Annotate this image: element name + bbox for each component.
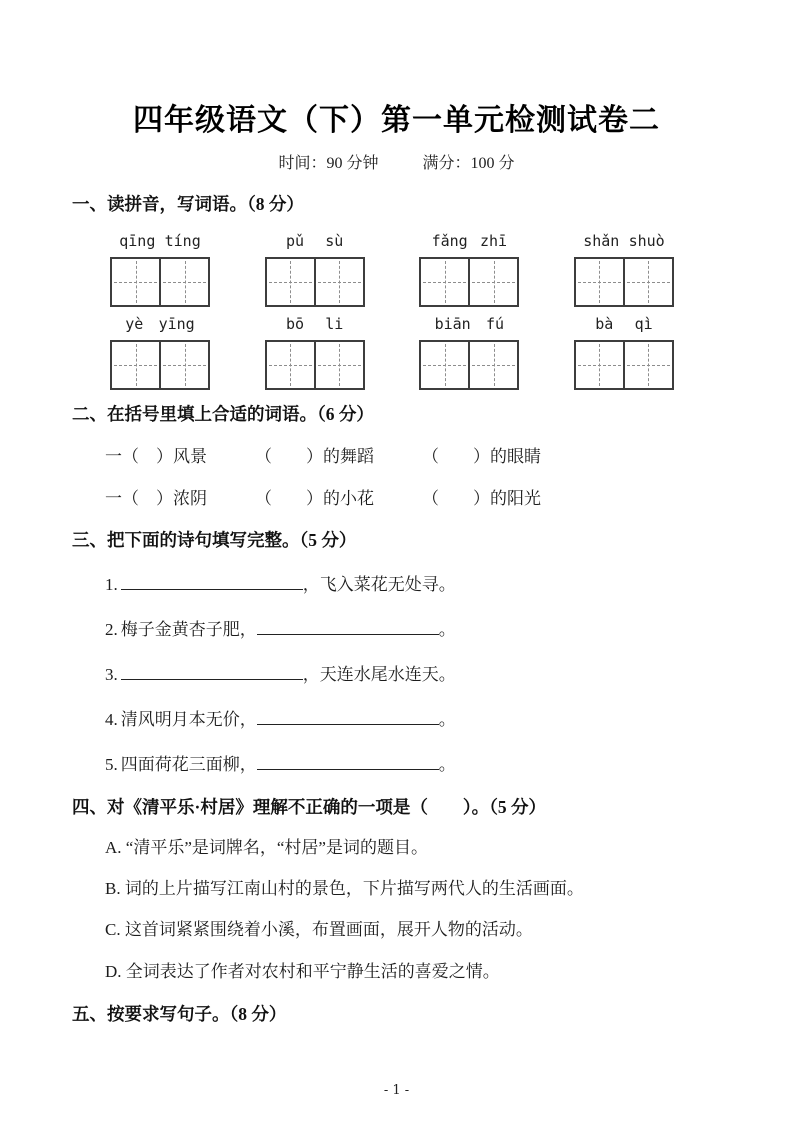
pinyin-syllable: qīng	[119, 232, 156, 250]
answer-blank	[121, 572, 303, 590]
poem-line-3	[72, 662, 723, 687]
poem-number: 1.	[105, 575, 118, 594]
section5-heading: 五、按要求写句子。（8 分）	[72, 1004, 287, 1024]
section2-heading: 二、在括号里填上合适的词语。（6 分）	[72, 404, 374, 424]
exam-body	[0, 192, 793, 1026]
poem-text: ，飞入菜花无处寻。	[302, 575, 456, 594]
answer-blank	[257, 617, 439, 635]
writing-grid	[110, 340, 210, 390]
pinyin-syllable: li	[325, 315, 344, 333]
grid-cell	[267, 259, 314, 305]
grid-cell	[576, 342, 623, 388]
pinyin-label	[265, 315, 365, 334]
poem-number: 5.	[105, 755, 118, 774]
pinyin-word-6	[265, 315, 365, 390]
pinyin-label	[574, 232, 674, 251]
pinyin-word-2	[265, 232, 365, 307]
bracket-fill-item: （ ）的小花	[255, 489, 374, 508]
poem-text: 。	[438, 710, 456, 729]
pinyin-grid-row-2	[110, 315, 674, 390]
answer-blank	[257, 707, 439, 725]
pinyin-syllable: yīng	[158, 315, 195, 333]
pinyin-word-5	[110, 315, 210, 390]
poem-line-5	[72, 752, 723, 777]
grid-cell	[314, 259, 363, 305]
grid-cell	[623, 342, 672, 388]
grid-cell	[623, 259, 672, 305]
exam-score-label: 满分：100 分	[422, 155, 515, 172]
grid-cell	[576, 259, 623, 305]
grid-cell	[112, 259, 159, 305]
grid-cell	[421, 342, 468, 388]
writing-grid	[574, 340, 674, 390]
pinyin-label	[419, 315, 519, 334]
pinyin-word-3	[419, 232, 519, 307]
pinyin-syllable: bà	[595, 315, 614, 333]
bracket-fill-item: （ ）的阳光	[422, 489, 541, 508]
pinyin-syllable: fú	[485, 315, 505, 333]
pinyin-syllable: fǎng	[431, 232, 468, 250]
page-number: - 1 -	[383, 1083, 410, 1098]
grid-cell	[267, 342, 314, 388]
pinyin-syllable: shǎn	[583, 232, 620, 250]
pinyin-syllable: bō	[285, 315, 304, 333]
option-b: B. 词的上片描写江南山村的景色，下片描写两代人的生活画面。	[105, 879, 584, 898]
grid-cell	[468, 342, 517, 388]
grid-cell	[159, 259, 208, 305]
answer-blank	[121, 662, 303, 680]
bracket-fill-item: （ ）的舞蹈	[255, 447, 374, 466]
pinyin-word-8	[574, 315, 674, 390]
pinyin-label	[419, 232, 519, 251]
pinyin-grid-row-1	[110, 232, 674, 307]
exam-meta	[0, 153, 793, 175]
option-d: D. 全词表达了作者对农村和平宁静生活的喜爱之情。	[105, 962, 500, 981]
bracket-fill-row-2	[72, 488, 723, 510]
writing-grid	[265, 340, 365, 390]
pinyin-syllable: yè	[125, 315, 144, 333]
poem-text: ，天连水尾水连天。	[302, 665, 456, 684]
pinyin-syllable: tíng	[164, 232, 201, 250]
pinyin-word-7	[419, 315, 519, 390]
answer-blank	[257, 752, 439, 770]
section1-heading: 一、读拼音，写词语。（8 分）	[72, 194, 304, 214]
poem-text: 。	[438, 755, 456, 774]
exam-time-label: 时间：90 分钟	[278, 155, 379, 172]
poem-text: 清风明月本无价，	[120, 710, 257, 729]
pinyin-syllable: shuò	[628, 232, 665, 250]
pinyin-label	[574, 315, 674, 334]
page-title: 四年级语文（下）第一单元检测试卷二	[133, 104, 660, 137]
pinyin-syllable: biān	[434, 315, 471, 333]
bracket-fill-item: 一（ ）浓阴	[105, 489, 207, 508]
pinyin-syllable: qì	[634, 315, 653, 333]
poem-text: 四面荷花三面柳，	[120, 755, 257, 774]
writing-grid	[110, 257, 210, 307]
pinyin-syllable: pǔ	[285, 232, 304, 250]
poem-number: 2.	[105, 620, 118, 639]
writing-grid	[419, 257, 519, 307]
poem-line-4	[72, 707, 723, 732]
pinyin-word-4	[574, 232, 674, 307]
pinyin-syllable: zhī	[479, 232, 508, 250]
grid-cell	[468, 259, 517, 305]
grid-cell	[112, 342, 159, 388]
poem-number: 3.	[105, 665, 118, 684]
section4-heading: 四、对《清平乐·村居》理解不正确的一项是（ ）。（5 分）	[72, 797, 546, 817]
poem-text: 。	[438, 620, 456, 639]
pinyin-word-1	[110, 232, 210, 307]
bracket-fill-item: 一（ ）风景	[105, 447, 207, 466]
writing-grid	[265, 257, 365, 307]
pinyin-label	[265, 232, 365, 251]
poem-line-1	[72, 572, 723, 597]
pinyin-label	[110, 315, 210, 334]
grid-cell	[314, 342, 363, 388]
grid-cell	[421, 259, 468, 305]
poem-line-2	[72, 617, 723, 642]
poem-number: 4.	[105, 710, 118, 729]
option-a: A. “清平乐”是词牌名，“村居”是词的题目。	[105, 838, 428, 857]
grid-cell	[159, 342, 208, 388]
bracket-fill-item: （ ）的眼睛	[422, 447, 541, 466]
poem-text: 梅子金黄杏子肥，	[120, 620, 257, 639]
pinyin-syllable: sù	[325, 232, 344, 250]
pinyin-label	[110, 232, 210, 251]
writing-grid	[574, 257, 674, 307]
bracket-fill-row-1	[72, 446, 723, 468]
section3-heading: 三、把下面的诗句填写完整。（5 分）	[72, 530, 357, 550]
writing-grid	[419, 340, 519, 390]
option-c: C. 这首词紧紧围绕着小溪，布置画面，展开人物的活动。	[105, 920, 533, 939]
